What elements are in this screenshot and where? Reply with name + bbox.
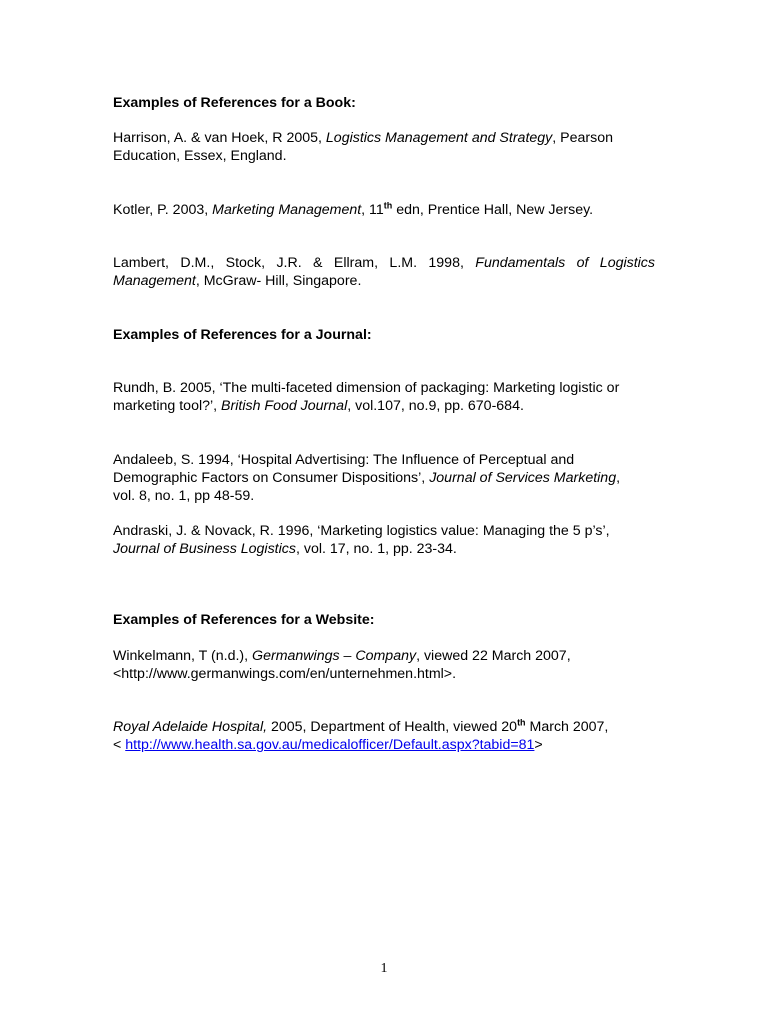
ref-line-2-pre: marketing tool?’,	[113, 398, 222, 414]
ref-authors-year: Lambert, D.M., Stock, J.R. & Ellram, L.M. 1998,	[113, 255, 476, 271]
ref-publisher-part: , Pearson	[552, 130, 613, 146]
ref-line-1	[113, 254, 655, 272]
ref-title: Logistics Management and Strategy	[325, 130, 553, 146]
ref-volume-pages: , vol.107, no.9, pp. 670-684.	[347, 398, 524, 414]
ref-details: 2005, Department of Health, viewed 20	[267, 719, 518, 735]
book-reference-lambert	[113, 254, 655, 290]
ref-edition-suffix: th	[383, 200, 393, 211]
ref-author-date: Winkelmann, T (n.d.),	[113, 648, 253, 664]
ref-url-open-bracket: <	[113, 737, 126, 753]
ref-site-title: Royal Adelaide Hospital,	[113, 719, 268, 735]
book-reference-kotler	[113, 201, 655, 219]
ref-url-text: <http://www.germanwings.com/en/unternehmen.html>.	[113, 666, 457, 682]
ref-journal-title: Journal of Business Logistics	[113, 541, 296, 557]
book-reference-harrison	[113, 129, 655, 165]
journal-section-heading: Examples of References for a Journal:	[113, 327, 372, 343]
page-number: 1	[380, 961, 388, 976]
ref-date-suffix: th	[517, 717, 526, 728]
journal-reference-andraski	[113, 522, 655, 558]
ref-comma: ,	[616, 470, 621, 486]
ref-title: Marketing Management	[212, 202, 362, 218]
health-sa-url-link[interactable]: http://www.health.sa.gov.au/medicalofficer/Default.aspx?tabid=81	[125, 737, 535, 753]
ref-page-title: Germanwings – Company	[252, 648, 417, 664]
ref-publisher: , McGraw- Hill, Singapore.	[195, 273, 362, 289]
journal-reference-rundh	[113, 379, 655, 415]
ref-line-2-pre: Demographic Factors on Consumer Dispositions’,	[113, 470, 430, 486]
ref-journal-title: Journal of Services Marketing	[429, 470, 617, 486]
ref-publisher: edn, Prentice Hall, New Jersey.	[392, 202, 594, 218]
website-reference-winkelmann	[113, 647, 655, 683]
website-reference-royal-adelaide	[113, 718, 655, 754]
ref-viewed-date: March 2007,	[525, 719, 609, 735]
ref-title-part-2: Management	[113, 273, 196, 289]
ref-viewed-date: , viewed 22 March 2007,	[416, 648, 571, 664]
ref-title-part-1: Fundamentals of Logistics	[475, 255, 655, 271]
ref-url-close-bracket: >	[534, 737, 543, 753]
ref-journal-title: British Food Journal	[221, 398, 348, 414]
ref-edition-number: , 11	[361, 202, 384, 218]
ref-line-1: Rundh, B. 2005, ‘The multi-faceted dimension of packaging: Marketing logistic or	[113, 380, 620, 396]
ref-volume-pages: vol. 8, no. 1, pp 48-59.	[113, 488, 255, 504]
book-section-heading: Examples of References for a Book:	[113, 95, 356, 111]
ref-volume-pages: , vol. 17, no. 1, pp. 23-34.	[295, 541, 457, 557]
ref-authors-year: Kotler, P. 2003,	[113, 202, 213, 218]
journal-reference-andaleeb	[113, 451, 655, 505]
ref-line-1: Andaleeb, S. 1994, ‘Hospital Advertising: The Influence of Perceptual and	[113, 452, 575, 468]
ref-line-1: Andraski, J. & Novack, R. 1996, ‘Marketing logistics value: Managing the 5 p’s’,	[113, 523, 610, 539]
ref-authors-year: Harrison, A. & van Hoek, R 2005,	[113, 130, 326, 146]
website-section-heading: Examples of References for a Website:	[113, 612, 375, 628]
ref-publisher-line: Education, Essex, England.	[113, 148, 287, 164]
